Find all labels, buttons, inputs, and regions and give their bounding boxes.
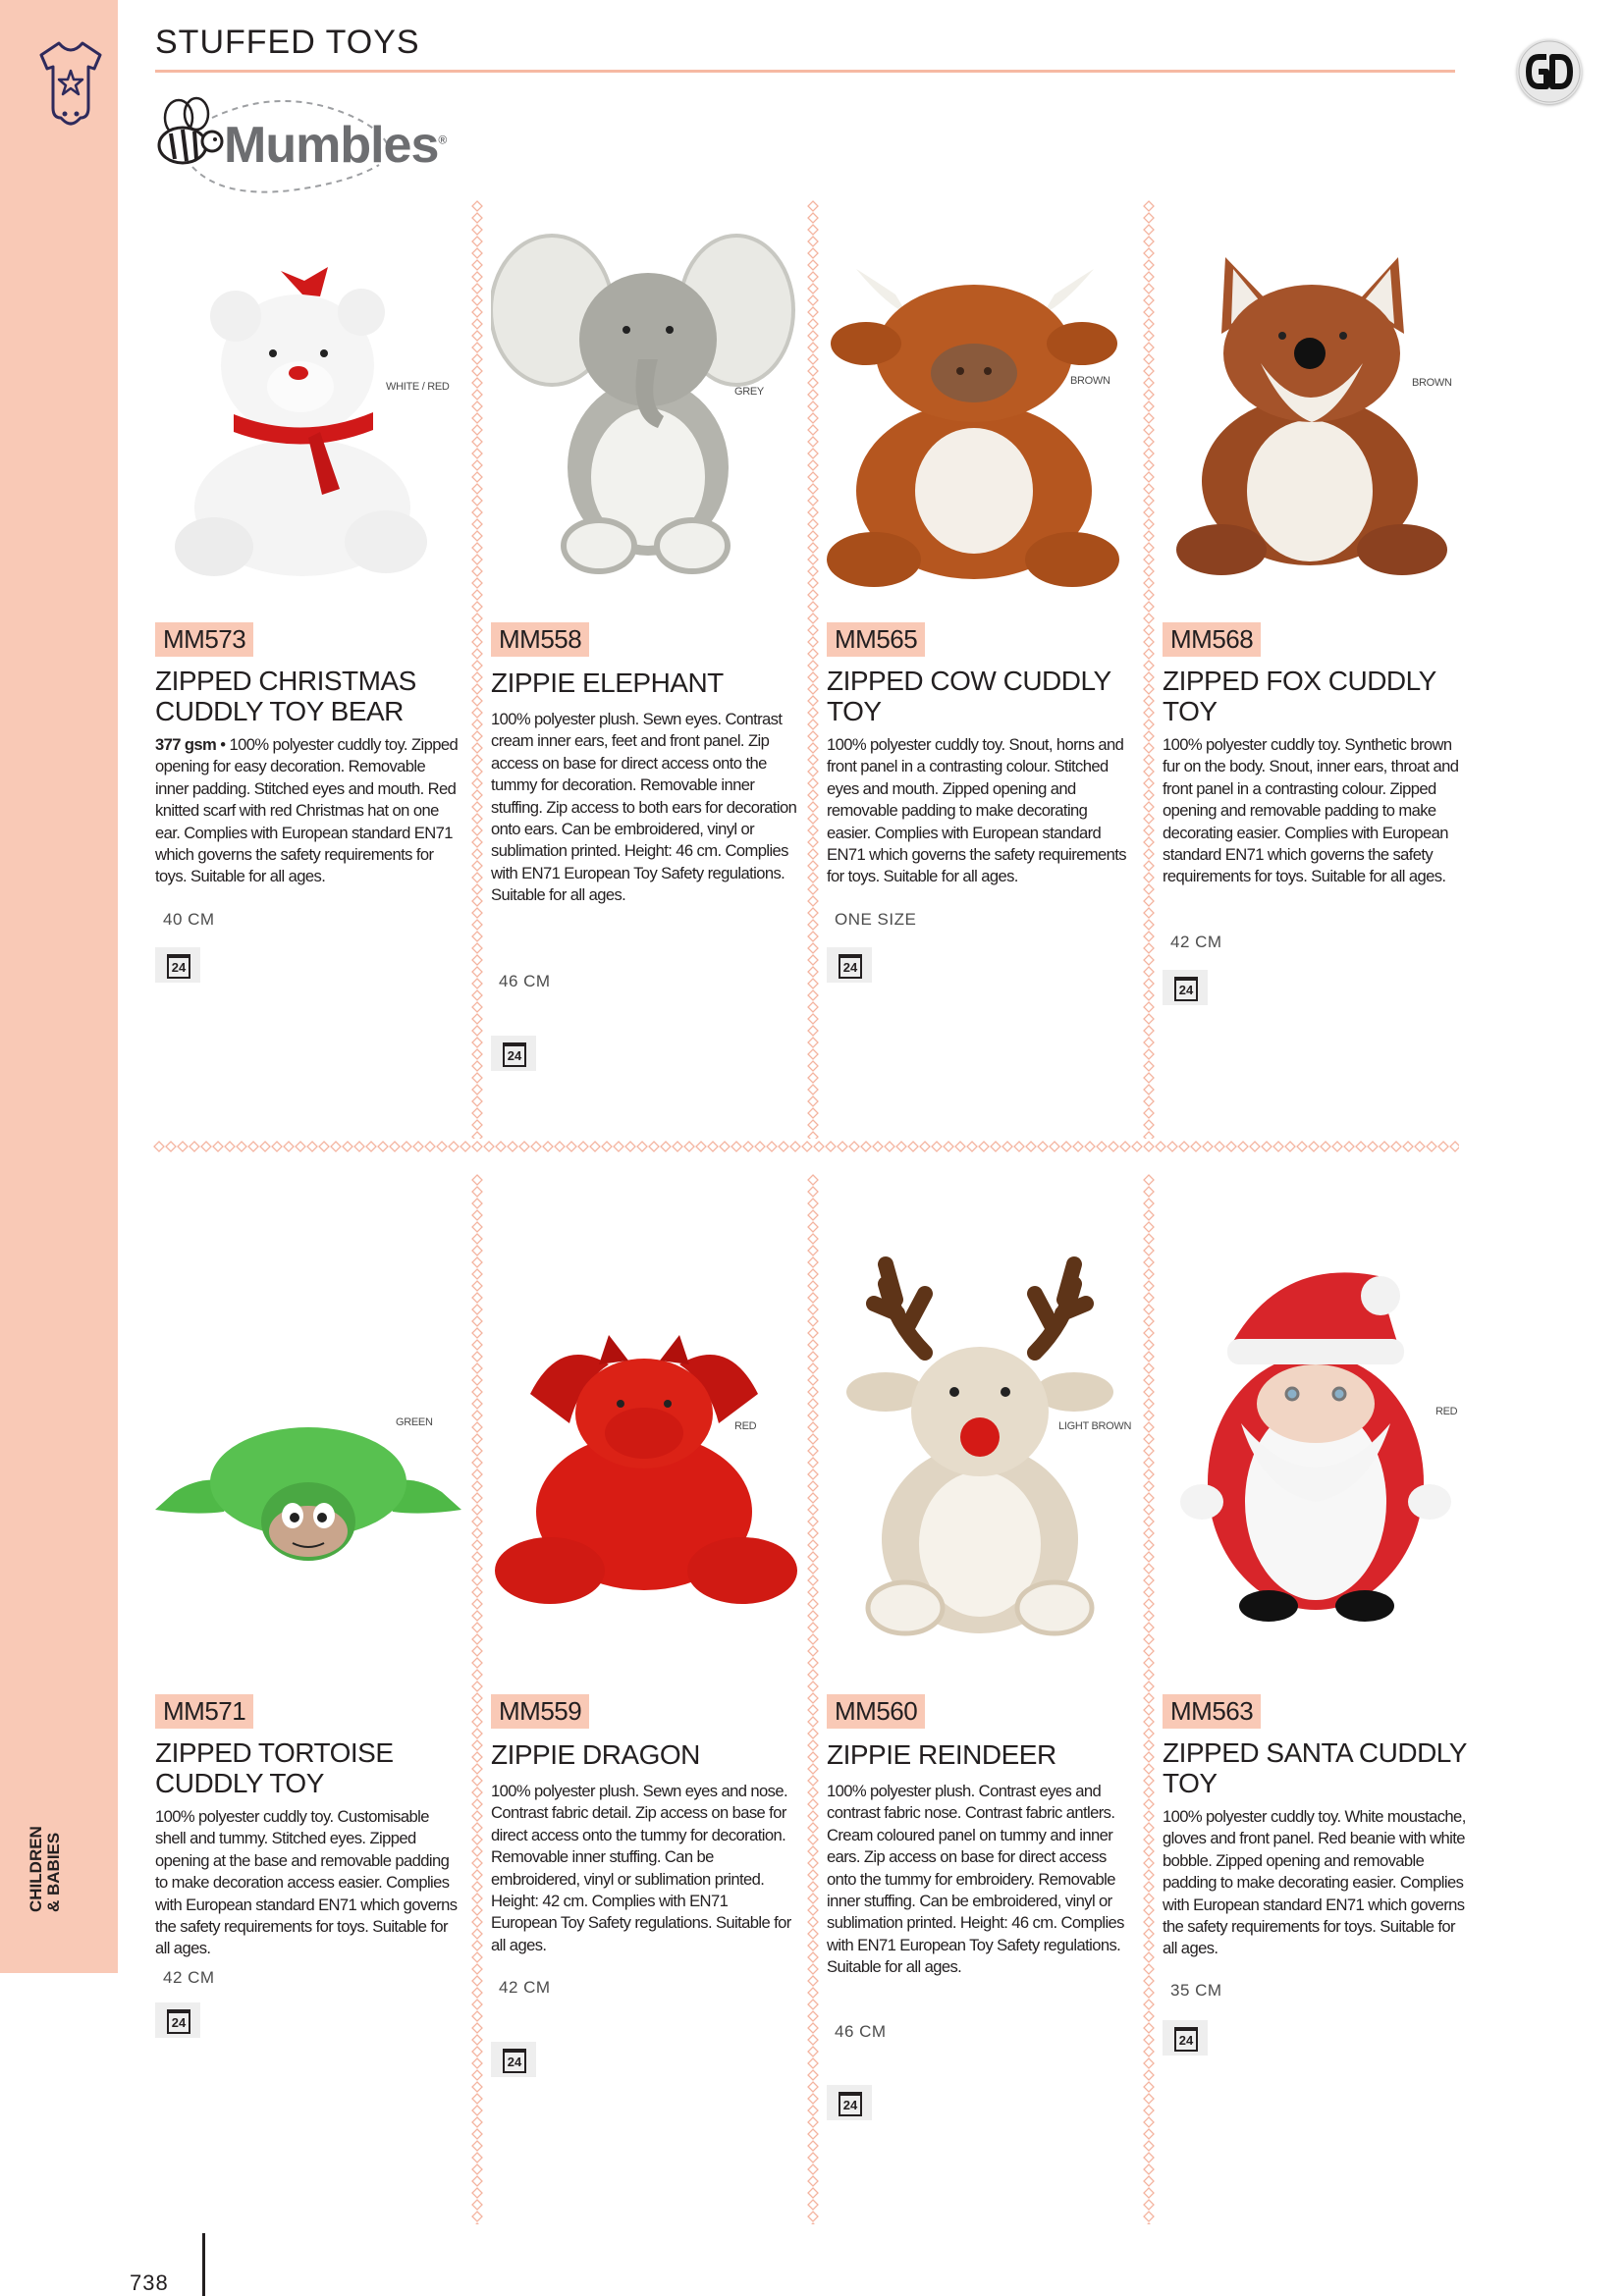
product-code: MM573 [155,622,253,657]
product-photo-bear [155,267,461,581]
product-name: ZIPPED SANTA CUDDLY TOY [1163,1737,1467,1798]
column-separator [807,200,819,1139]
column-separator [807,1174,819,2224]
product-code: MM565 [827,622,925,657]
page-title: STUFFED TOYS [155,24,420,61]
delivery-badge [827,2085,872,2120]
delivery-badge [155,2002,200,2038]
calendar-24-icon: 24 [167,2009,190,2034]
section-label [27,1804,77,1912]
product-photo-tortoise [155,1414,461,1580]
product-name: ZIPPED COW CUDDLY TOY [827,666,1111,726]
delivery-badge [1163,970,1208,1005]
product-photo-elephant [491,232,797,581]
column-separator [1143,1174,1155,2224]
color-label: RED [1435,1406,1458,1417]
calendar-24-icon: 24 [503,2049,526,2073]
product-code: MM559 [491,1694,589,1729]
calendar-24-icon: 24 [839,2092,862,2116]
product-photo-dragon [491,1325,797,1610]
product-name: ZIPPED CHRISTMAS CUDDLY TOY BEAR [155,666,416,726]
brand-name-text: Mumbles [224,117,439,174]
product-name: ZIPPED FOX CUDDLY TOY [1163,666,1436,726]
section-line-2: & BABIES [44,1832,63,1912]
color-label: BROWN [1412,377,1452,389]
product-code: MM563 [1163,1694,1261,1729]
column-separator [471,1174,483,2224]
size-label: 46 CM [499,972,551,990]
product-description: 100% polyester cuddly toy. Snout, horns and front panel in a contrasting colour. Stitched eyes and mouth. Zipped opening and removable padding to make decorating easier. Complies with European standard EN71 which governs the safety requirements for toys. Suitable for all ages. [827,735,1126,886]
description-text: 100% polyester cuddly toy. Zipped opening for easy decoration. Removable inner padding. Stitched eyes and mouth. Red knitted scarf with red Christmas hat on one ear. Complies with European standard EN71 which governs the safety requirements for toys. Suitable for all ages. [155,735,459,886]
product-photo-fox [1163,245,1469,579]
product-description: 100% polyester plush. Sewn eyes. Contrast cream inner ears, feet and front panel. Zip access on base for direct access onto the tummy for decoration. Removable inner stuffing. Zip access to both ears for decoration onto ears. Can be embroidered, vinyl or sublimation printed. Height: 46 cm. Complies with EN71 European Toy Safety regulations. Suitable for all ages. [491,710,797,905]
section-line-1: CHILDREN [27,1826,45,1912]
color-label: RED [734,1420,757,1432]
size-label: 42 CM [163,1968,215,1987]
product-description [155,734,461,888]
product-code: MM560 [827,1694,925,1729]
title-rule [155,70,1455,73]
color-label: LIGHT BROWN [1058,1420,1132,1432]
delivery-badge [827,947,872,983]
side-band [0,0,118,1973]
calendar-24-icon: 24 [503,1042,526,1067]
size-label: 42 CM [499,1978,551,1997]
calendar-24-icon: 24 [839,954,862,979]
brand-name [224,116,446,175]
delivery-badge [491,1036,536,1071]
product-name: ZIPPIE REINDEER [827,1739,1056,1770]
registered-mark: ® [438,133,447,147]
delivery-badge [491,2042,536,2077]
gd-logo-icon [1517,39,1582,104]
product-description: 100% polyester cuddly toy. White moustache, gloves and front panel. Red beanie with white bobble. Zipped opening and removable padding to make decorating easier. Complies with European standard EN71 which governs the safety requirements for toys. Suitable for all ages. [1163,1807,1466,1958]
product-description: 100% polyester plush. Contrast eyes and contrast fabric nose. Contrast fabric antlers. Cream coloured panel on tummy and inner ears. Zip access on base for direct access onto the tummy for embroidery. Removable inner stuffing. Can be embroidered, vinyl or sublimation printed. Height: 46 cm. Complies with EN71 European Toy Safety regulations. Suitable for all ages. [827,1782,1124,1977]
color-label: GREEN [396,1416,433,1428]
product-code: MM558 [491,622,589,657]
product-description: 100% polyester cuddly toy. Customisable shell and tummy. Stitched eyes. Zipped opening at the base and removable padding to make decoration access easier. Complies with European standard EN71 which governs the safety requirements for toys. Suitable for all ages. [155,1807,458,1958]
product-description: 100% polyester cuddly toy. Synthetic brown fur on the body. Snout, inner ears, throat and front panel in a contrasting colour. Zipped opening and removable padding to make decorating easier. Complies with European standard EN71 which governs the safety requirements for toys. Suitable for all ages. [1163,735,1459,886]
row-separator [153,1141,1459,1152]
footer-rule [202,2233,205,2296]
column-separator [1143,200,1155,1139]
size-label: 42 CM [1170,933,1222,951]
product-code: MM571 [155,1694,253,1729]
delivery-badge [155,947,200,983]
color-label: WHITE / RED [386,381,450,393]
gsm-separator: • [216,735,230,754]
gsm-value: 377 gsm [155,735,217,754]
page-number: 738 [130,2270,169,2295]
product-photo-cow [827,265,1133,589]
product-photo-reindeer [827,1245,1133,1637]
size-label: 40 CM [163,910,215,929]
product-name: ZIPPED TORTOISE CUDDLY TOY [155,1737,394,1798]
calendar-24-icon: 24 [167,954,190,979]
color-label: BROWN [1070,375,1110,387]
brand-logo [153,88,467,196]
calendar-24-icon: 24 [1174,2027,1198,2052]
delivery-badge [1163,2020,1208,2056]
product-code: MM568 [1163,622,1261,657]
product-description: 100% polyester plush. Sewn eyes and nose. Contrast fabric detail. Zip access on base for direct access onto the tummy for decoration. Removable inner stuffing. Can be embroidered, vinyl or sublimation printed. Height: 42 cm. Complies with EN71 European Toy Safety regulations. Suitable for all ages. [491,1782,791,1954]
side-band-tail [0,1924,118,1973]
column-separator [471,200,483,1139]
color-label: GREY [734,386,764,398]
size-label: ONE SIZE [835,910,917,929]
size-label: 35 CM [1170,1981,1222,2000]
product-photo-santa [1163,1256,1469,1629]
size-label: 46 CM [835,2022,887,2041]
product-name: ZIPPIE ELEPHANT [491,667,724,698]
calendar-24-icon: 24 [1174,977,1198,1001]
baby-onesie-star-icon [24,35,118,130]
product-name: ZIPPIE DRAGON [491,1739,700,1770]
